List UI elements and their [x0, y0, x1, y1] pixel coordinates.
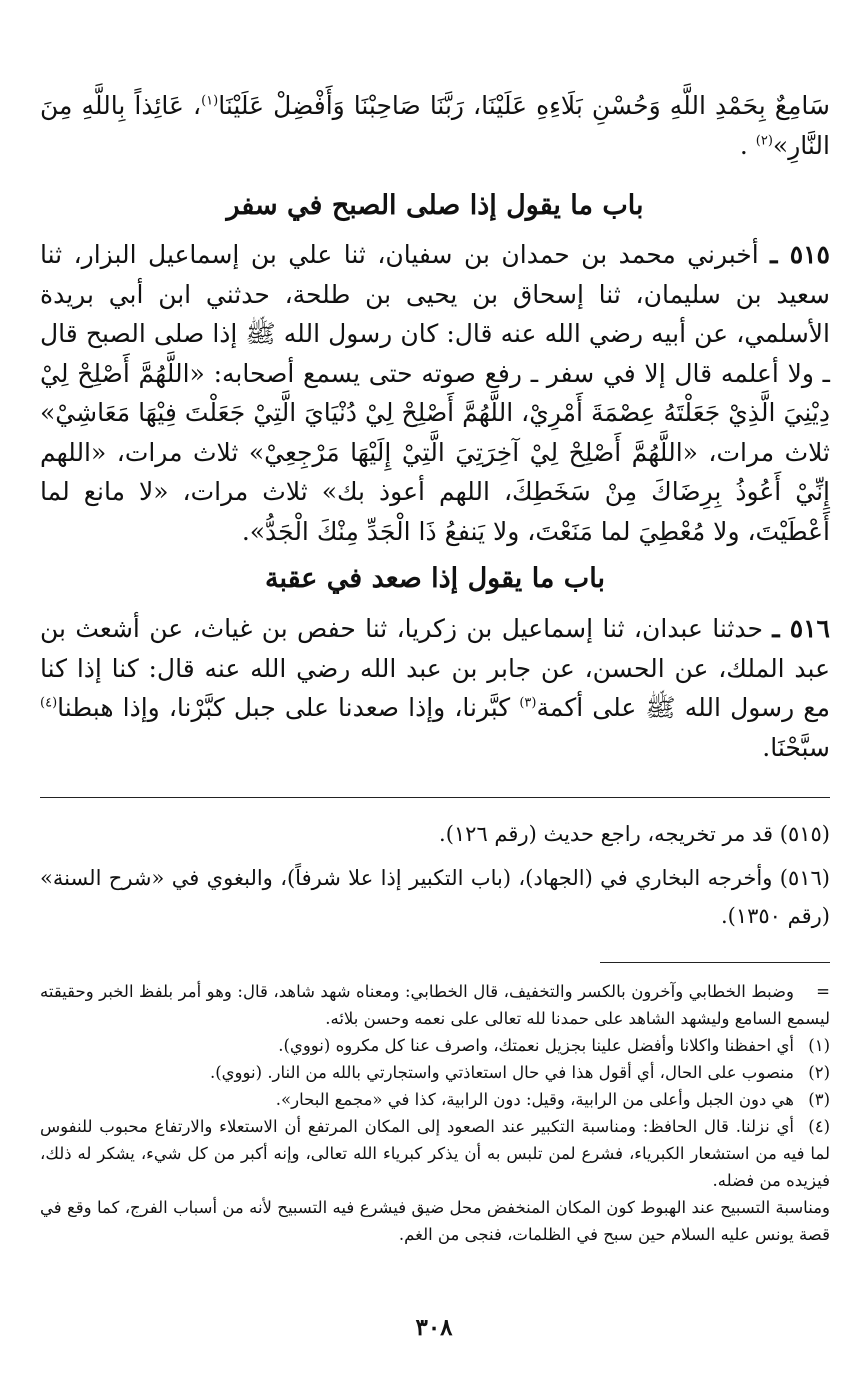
footnote-item: (٢)منصوب على الحال، أي أقول هذا في حال استعاذتي واستجارتي بالله من النار. (نووي). [209, 1063, 830, 1082]
footnote-ref-3[interactable]: (٣) [519, 695, 537, 711]
hadith-number: ٥١٥ ـ [770, 240, 830, 269]
footnote-continuation: ومناسبة التسبيح عند الهبوط كون المكان المنخفض محل ضيق فيشرع فيه التسبيح لأنه من أسباب الفرج، كما وقع في قصة يونس عليه السلام حين سبح في الظلمات، فنجى من الغم. [40, 1198, 830, 1244]
separator-line [40, 797, 830, 798]
hadith-516 [40, 609, 830, 767]
footnote-ref-2[interactable]: (٢) [755, 133, 773, 149]
hadith-text: أخبرني محمد بن حمدان بن سفيان، ثنا علي بن إسماعيل البزار، ثنا سعيد بن سليمان، ثنا إسحاق بن يحيى بن طلحة، حدثني ابن أبي بريدة الأسلمي، عن أبيه رضي الله عنه قال: كان رسول الله ﷺ إذا صلى الصبح قال ـ ولا أعلمه قال إلا في سفر ـ رفع صوته حتى يسمع أصحابه: «اللَّهُمَّ أَصْلِحْ لِيْ دِيْنِيَ الَّذِيْ جَعَلْتَهُ عِصْمَةَ أَمْرِيْ، اللَّهُمَّ أَصْلِحْ لِيْ دُنْيَايَ الَّتِيْ جَعَلْتَ فِيْهَا مَعَاشِيْ» ثلاث مرات، «اللَّهُمَّ أَصْلِحْ لِيْ آخِرَتِيَ الَّتِيْ إِلَيْهَا مَرْجِعِيْ» ثلاث مرات، «اللهم إِنِّيْ أَعُوذُ بِرِضَاكَ مِنْ سَخَطِكَ، اللهم أعوذ بك» ثلاث مرات، «لا مانع لما أَعْطَيْتَ، ولا مُعْطِيَ لما مَنَعْتَ، ولا يَنفعُ ذَا الْجَدِّ مِنْكَ الْجَدُّ». [40, 240, 830, 546]
reference-item: (٥١٥) قد مر تخريجه، راجع حديث (رقم ١٢٦). [439, 822, 830, 846]
hadith-paragraph [40, 235, 830, 551]
section-title: باب ما يقول إذا صعد في عقبة [265, 563, 605, 594]
section-heading-1 [40, 190, 830, 221]
footnote-ref-1[interactable]: (١) [201, 93, 219, 109]
continuation-paragraph: سَامِعٌ بِحَمْدِ اللَّهِ وَحُسْنِ بَلَاءِهِ عَلَيْنَا، رَبَّنَا صَاحِبْنَا وَأَفْضِلْ عَلَيْنَا$^{(١)}$، عَائِذاً بِاللَّهِ مِنَ النَّارِ»$^{(٢)}$ . [40, 91, 830, 160]
footnote-separator [600, 962, 830, 963]
footnote-item: =وضبط الخطابي وآخرون بالكسر والتخفيف، قال الخطابي: ومعناه شهد شاهد، قال: وهو أمر بلفظ الخبر وحقيقته ليسمع السامع وليشهد الشاهد على حمدنا لله تعالى على نعمه وحسن بلائه. [40, 982, 830, 1028]
top-continuation [40, 86, 830, 165]
section-heading-2 [40, 563, 830, 594]
footnote-item: (٣)هي دون الجبل وأعلى من الرابية، وقيل: دون الرابية، كذا في «مجمع البحار». [275, 1090, 830, 1109]
footnotes [40, 978, 830, 1248]
hadith-paragraph: ٥١٦ ـ حدثنا عبدان، ثنا إسماعيل بن زكريا، ثنا حفص بن غياث، عن أشعث بن عبد الملك، عن الحسن، عن جابر بن عبد الله رضي الله عنه قال: كنا إذا كنا مع رسول الله ﷺ على أكمة$^{(٣)}$ كبَّرنا، وإذا صعدنا على جبل كبَّرْنا، وإذا هبطنا$^{(٤)}$ سبَّحْنَا. [40, 614, 830, 762]
hadith-515 [40, 235, 830, 551]
reference-item: (٥١٦) وأخرجه البخاري في (الجهاد)، (باب التكبير إذا علا شرفاً)، والبغوي في «شرح السنة» (رقم ١٣٥٠). [40, 866, 830, 928]
footnote-ref-4[interactable]: (٤) [40, 695, 58, 711]
hadith-number: ٥١٦ ـ [772, 614, 830, 643]
page-number: ٣٠٨ [415, 1314, 453, 1341]
footnote-item: (٤)أي نزلنا. قال الحافظ: ومناسبة التكبير عند الصعود إلى المكان المرتفع أن الاستعلاء والارتفاع محبوب للنفوس لما فيه من استشعار الكبرياء، فشرع لمن تلبس به أن يذكر كبرياء الله تعالى، وإنه أكبر من كل شيء، يشكر له ذلك، فيزيده من فضله. [40, 1117, 830, 1190]
section-title: باب ما يقول إذا صلى الصبح في سفر [226, 190, 644, 221]
references [40, 815, 830, 935]
footnote-item: (١)أي احفظنا واكلانا وأفضل علينا بجزيل نعمتك، واصرف عنا كل مكروه (نووي). [278, 1036, 830, 1055]
